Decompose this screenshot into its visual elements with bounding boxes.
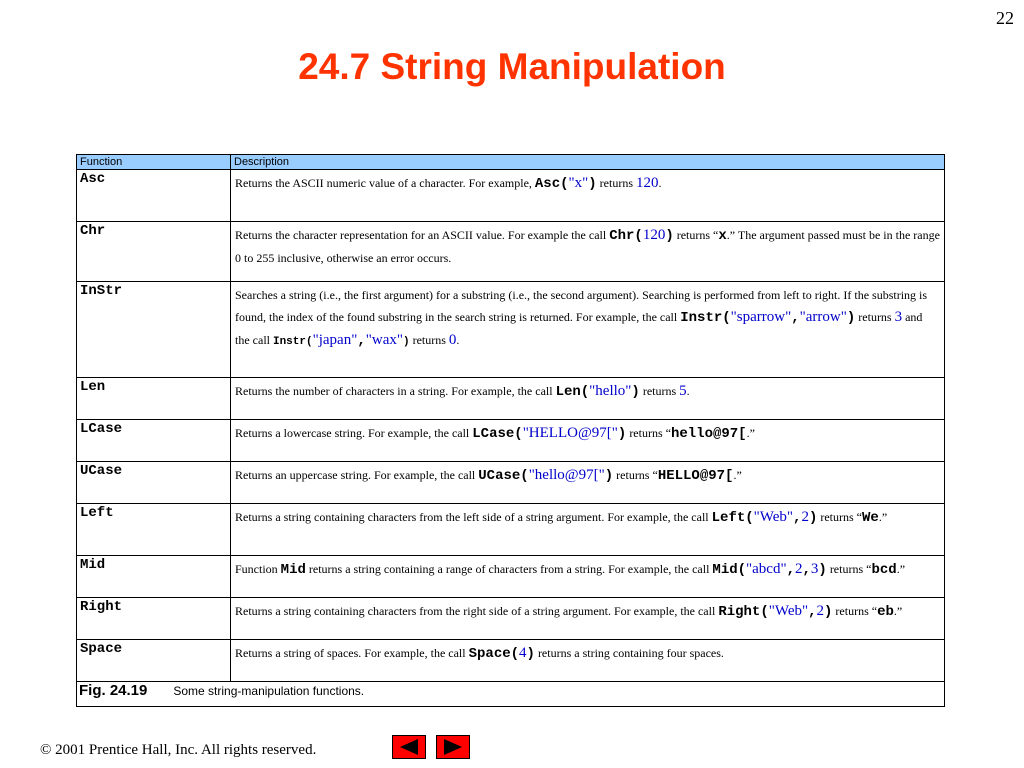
table-row xyxy=(77,170,945,222)
table-row xyxy=(77,640,945,682)
function-description: Returns an uppercase string. For example, the call UCase("hello@97[") returns “HELLO@97[.” xyxy=(231,462,945,504)
slide-title: 24.7 String Manipulation xyxy=(298,46,726,87)
figure-caption xyxy=(77,682,945,707)
caption-text: Some string-manipulation functions. xyxy=(173,684,365,698)
function-name: Right xyxy=(77,598,231,640)
functions-table xyxy=(76,154,945,707)
triangle-right-icon xyxy=(442,738,464,756)
function-description: Returns the number of characters in a string. For example, the call Len("hello") returns 5. xyxy=(231,378,945,420)
function-description: Returns the character representation for an ASCII value. For example the call Chr(120) returns “x.” The argument passed must be in the range 0 to 255 inclusive, otherwise an error occurs. xyxy=(231,222,945,282)
table-row xyxy=(77,504,945,556)
function-description: Returns a string containing characters from the left side of a string argument. For example, the call Left("Web",2) returns “We.” xyxy=(231,504,945,556)
function-name: Len xyxy=(77,378,231,420)
table-row xyxy=(77,378,945,420)
next-slide-button[interactable] xyxy=(436,735,470,759)
function-name: Asc xyxy=(77,170,231,222)
function-description: Returns the ASCII numeric value of a character. For example, Asc("x") returns 120. xyxy=(231,170,945,222)
function-description: Function Mid returns a string containing a range of characters from a string. For example, the call Mid("abcd",2,3) returns “bcd.” xyxy=(231,556,945,598)
table-row xyxy=(77,462,945,504)
table-header-row xyxy=(77,155,945,170)
figure-label: Fig. 24.19 xyxy=(79,682,148,699)
function-name: Chr xyxy=(77,222,231,282)
header-description: Description xyxy=(231,155,945,170)
triangle-left-icon xyxy=(398,738,420,756)
function-name: Space xyxy=(77,640,231,682)
function-name: InStr xyxy=(77,282,231,378)
table-row xyxy=(77,282,945,378)
table-row xyxy=(77,420,945,462)
function-description: Returns a string containing characters from the right side of a string argument. For example, the call Right("Web",2) returns “eb.” xyxy=(231,598,945,640)
previous-slide-button[interactable] xyxy=(392,735,426,759)
function-name: UCase xyxy=(77,462,231,504)
function-description: Returns a lowercase string. For example, the call LCase("HELLO@97[") returns “hello@97[.” xyxy=(231,420,945,462)
header-function: Function xyxy=(77,155,231,170)
page-number: 22 xyxy=(996,8,1014,28)
copyright-notice: © 2001 Prentice Hall, Inc. All rights reserved. xyxy=(40,742,317,758)
table-row xyxy=(77,598,945,640)
table-row xyxy=(77,556,945,598)
function-description: Searches a string (i.e., the first argument) for a substring (i.e., the second argument). Searching is performed from left to right. If the substring is found, the index of the found substring in the search string is returned. For example, the call Instr("sparrow","arrow") returns 3 and the call Instr("japan","wax") returns 0. xyxy=(231,282,945,378)
table-row xyxy=(77,222,945,282)
function-name: LCase xyxy=(77,420,231,462)
function-name: Mid xyxy=(77,556,231,598)
function-description: Returns a string of spaces. For example, the call Space(4) returns a string containing four spaces. xyxy=(231,640,945,682)
function-name: Left xyxy=(77,504,231,556)
caption-row xyxy=(77,682,945,707)
